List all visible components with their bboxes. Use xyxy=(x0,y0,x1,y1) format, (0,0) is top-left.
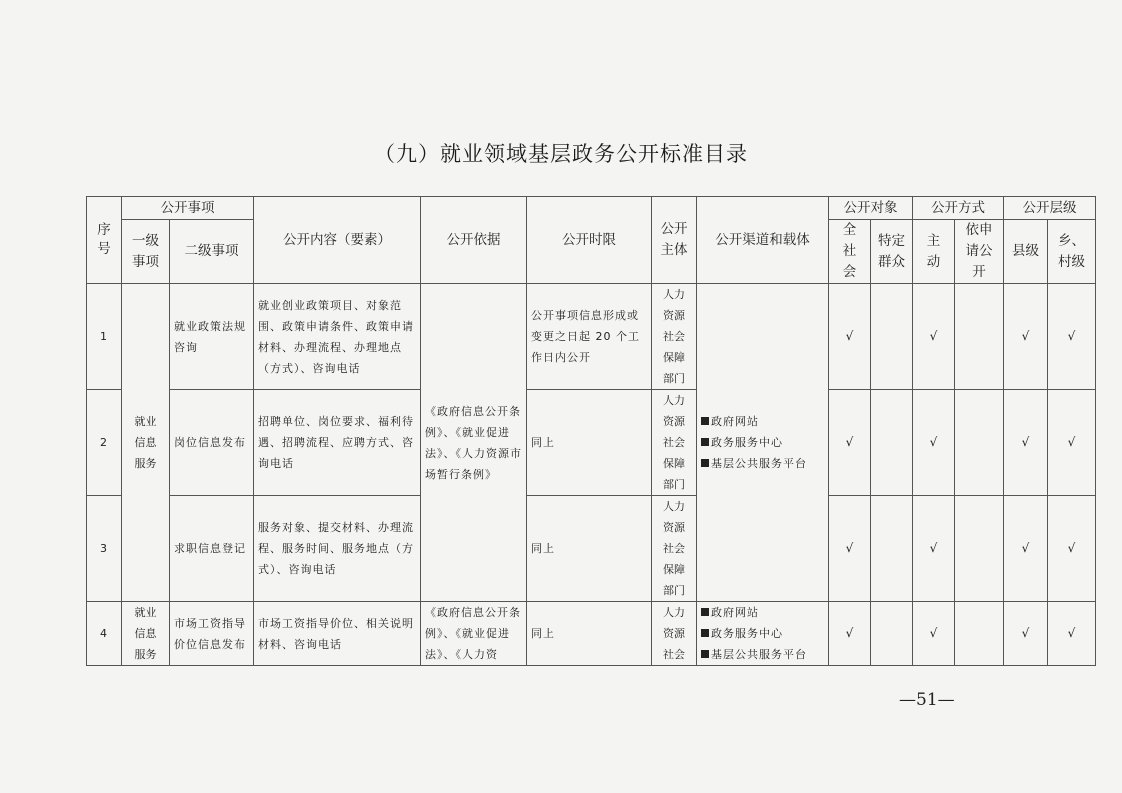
check-method-active: √ xyxy=(913,284,955,390)
header-level-county: 县级 xyxy=(1004,220,1048,284)
channel-item: 政务服务中心 xyxy=(701,623,824,644)
row-content: 就业创业政策项目、对象范围、政策申请条件、政策申请材料、办理流程、办理地点（方式）、咨询电话 xyxy=(254,284,421,390)
header-subject: 公开主体 xyxy=(652,197,697,284)
check-level-village: √ xyxy=(1048,284,1096,390)
square-bullet-icon xyxy=(701,629,709,637)
header-level-village: 乡、村级 xyxy=(1048,220,1096,284)
square-bullet-icon xyxy=(701,650,709,658)
row-channel xyxy=(697,602,829,666)
header-channel: 公开渠道和载体 xyxy=(697,197,829,284)
header-content: 公开内容（要素） xyxy=(254,197,421,284)
square-bullet-icon xyxy=(701,459,709,467)
row-level2: 求职信息登记 xyxy=(170,496,254,602)
row-content: 服务对象、提交材料、办理流程、服务时间、服务地点（方式）、咨询电话 xyxy=(254,496,421,602)
check-target-all: √ xyxy=(829,602,871,666)
cell-method-request xyxy=(955,602,1004,666)
row-content: 招聘单位、岗位要求、福利待遇、招聘流程、应聘方式、咨询电话 xyxy=(254,390,421,496)
header-method-active: 主动 xyxy=(913,220,955,284)
cell-method-request xyxy=(955,284,1004,390)
row-subject: 人力资源社会保障部门 xyxy=(652,284,697,390)
row-seq: 2 xyxy=(87,390,122,496)
row-time: 公开事项信息形成或变更之日起 20 个工作日内公开 xyxy=(527,284,652,390)
check-level-county: √ xyxy=(1004,602,1048,666)
cell-method-request xyxy=(955,496,1004,602)
header-basis: 公开依据 xyxy=(421,197,527,284)
header-target-group: 公开对象 xyxy=(829,197,913,220)
check-level-county: √ xyxy=(1004,496,1048,602)
header-seq: 序号 xyxy=(87,197,122,284)
header-target-specific: 特定群众 xyxy=(871,220,913,284)
check-target-all: √ xyxy=(829,496,871,602)
square-bullet-icon xyxy=(701,417,709,425)
header-matter-group: 公开事项 xyxy=(122,197,254,220)
row-level1-merged: 就业信息服务 xyxy=(122,284,170,602)
header-level-group: 公开层级 xyxy=(1004,197,1096,220)
row-content: 市场工资指导价位、相关说明材料、咨询电话 xyxy=(254,602,421,666)
check-method-active: √ xyxy=(913,390,955,496)
check-level-county: √ xyxy=(1004,390,1048,496)
row-level1: 就业信息服务 xyxy=(122,602,170,666)
row-subject: 人力资源社会 xyxy=(652,602,697,666)
check-method-active: √ xyxy=(913,496,955,602)
table-row xyxy=(87,602,1096,666)
row-seq: 1 xyxy=(87,284,122,390)
row-seq: 3 xyxy=(87,496,122,602)
row-level2: 就业政策法规咨询 xyxy=(170,284,254,390)
check-target-all: √ xyxy=(829,390,871,496)
catalog-table xyxy=(86,196,1096,666)
row-basis: 《政府信息公开条例》、《就业促进法》、《人力资 xyxy=(421,602,527,666)
channel-item: 政府网站 xyxy=(701,602,824,623)
check-level-village: √ xyxy=(1048,496,1096,602)
row-time: 同上 xyxy=(527,602,652,666)
row-time: 同上 xyxy=(527,496,652,602)
row-subject: 人力资源社会保障部门 xyxy=(652,390,697,496)
check-level-village: √ xyxy=(1048,390,1096,496)
check-target-all: √ xyxy=(829,284,871,390)
header-time: 公开时限 xyxy=(527,197,652,284)
cell-target-specific xyxy=(871,284,913,390)
channel-item: 基层公共服务平台 xyxy=(701,453,824,474)
cell-target-specific xyxy=(871,496,913,602)
row-level2: 市场工资指导价位信息发布 xyxy=(170,602,254,666)
check-level-county: √ xyxy=(1004,284,1048,390)
header-method-group: 公开方式 xyxy=(913,197,1004,220)
row-basis-merged: 《政府信息公开条例》、《就业促进法》、《人力资源市场暂行条例》 xyxy=(421,284,527,602)
table-row xyxy=(87,390,1096,496)
row-channel-merged xyxy=(697,284,829,602)
square-bullet-icon xyxy=(701,608,709,616)
page-number: —51— xyxy=(899,690,955,710)
header-level1: 一级事项 xyxy=(122,220,170,284)
row-subject: 人力资源社会保障部门 xyxy=(652,496,697,602)
check-level-village: √ xyxy=(1048,602,1096,666)
header-row-1 xyxy=(87,197,1096,220)
table-row xyxy=(87,496,1096,602)
cell-target-specific xyxy=(871,390,913,496)
row-level2: 岗位信息发布 xyxy=(170,390,254,496)
channel-item: 基层公共服务平台 xyxy=(701,644,824,665)
cell-target-specific xyxy=(871,602,913,666)
channel-item: 政务服务中心 xyxy=(701,432,824,453)
square-bullet-icon xyxy=(701,438,709,446)
header-level2: 二级事项 xyxy=(170,220,254,284)
page-title: （九）就业领域基层政务公开标准目录 xyxy=(374,142,748,166)
row-seq: 4 xyxy=(87,602,122,666)
header-target-all: 全社会 xyxy=(829,220,871,284)
table-row xyxy=(87,284,1096,390)
header-method-request: 依申请公开 xyxy=(955,220,1004,284)
cell-method-request xyxy=(955,390,1004,496)
row-time: 同上 xyxy=(527,390,652,496)
check-method-active: √ xyxy=(913,602,955,666)
channel-item: 政府网站 xyxy=(701,411,824,432)
